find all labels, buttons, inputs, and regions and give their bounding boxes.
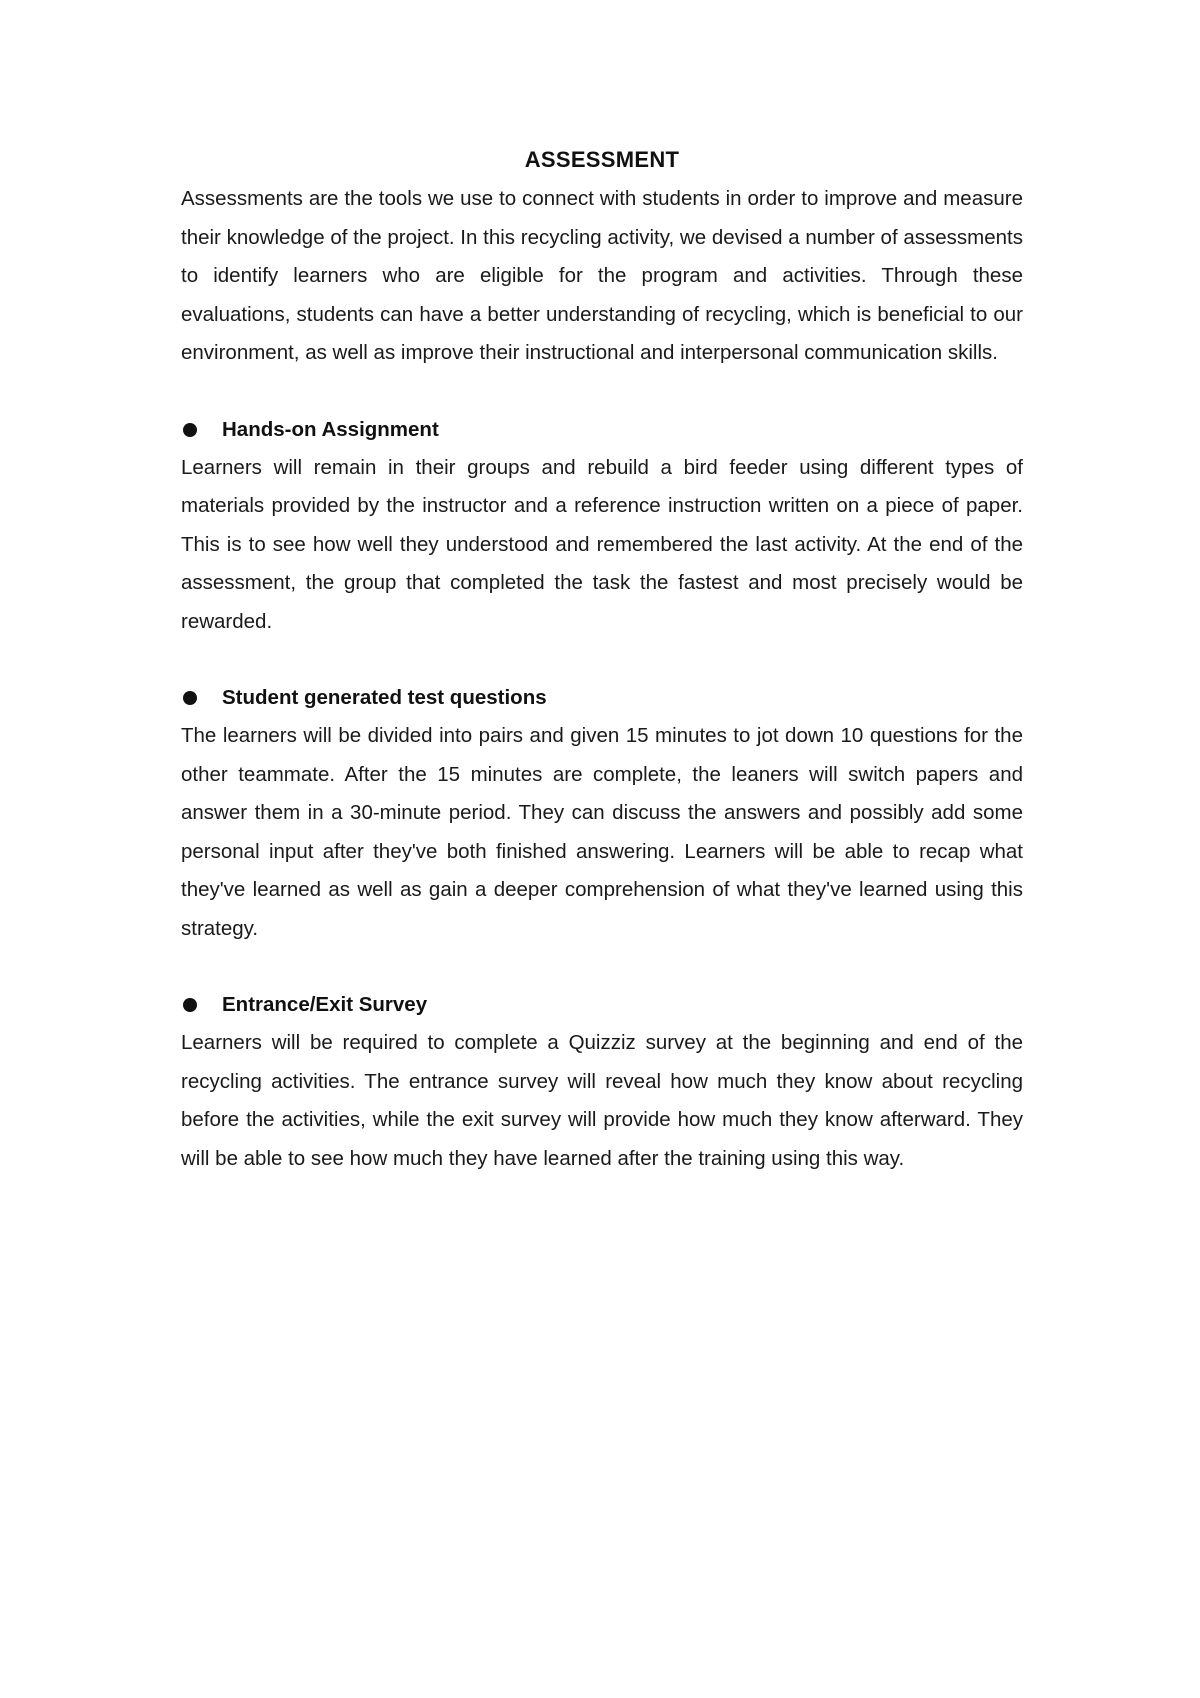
- document-title: ASSESSMENT: [524, 147, 680, 172]
- section-student-generated-test-questions: [181, 679, 1023, 948]
- section-heading: [181, 679, 1023, 717]
- section-title: Entrance/Exit Survey: [222, 993, 428, 1016]
- bullet-icon: [183, 998, 197, 1012]
- section-title: Student generated test questions: [222, 686, 547, 709]
- bullet-icon: [183, 423, 197, 437]
- section-entrance-exit-survey: [181, 986, 1023, 1178]
- section-hands-on-assignment: [181, 411, 1023, 642]
- intro-paragraph: Assessments are the tools we use to connect with students in order to improve and measure their knowledge of the project. In this recycling activity, we devised a number of assessments to identify learners who are eligible for the program and activities. Through these evaluations, students can have a better understanding of recycling, which is beneficial to our environment, as well as improve their instructional and interpersonal communication skills.: [181, 187, 1023, 364]
- section-body: Learners will be required to complete a Quizziz survey at the beginning and end of the recycling activities. The entrance survey will reveal how much they know about recycling before the activities, while the exit survey will provide how much they know afterward. They will be able to see how much they have learned after the training using this way.: [181, 1031, 1023, 1170]
- section-title: Hands-on Assignment: [222, 417, 439, 441]
- bullet-icon: [183, 691, 197, 705]
- section-heading: [181, 411, 1023, 449]
- section-heading: [181, 986, 1023, 1024]
- document-content: [181, 140, 1023, 1178]
- section-body: The learners will be divided into pairs and given 15 minutes to jot down 10 questions for the other teammate. After the 15 minutes are complete, the leaners will switch papers and answer them in a 30-minute period. They can discuss the answers and possibly add some personal input after they've both finished answering. Learners will be able to recap what they've learned as well as gain a deeper comprehension of what they've learned using this strategy.: [181, 724, 1023, 940]
- section-body: Learners will remain in their groups and rebuild a bird feeder using different types of materials provided by the instructor and a reference instruction written on a piece of paper. This is to see how well they understood and remembered the last activity. At the end of the assessment, the group that completed the task the fastest and most precisely would be rewarded.: [181, 455, 1023, 633]
